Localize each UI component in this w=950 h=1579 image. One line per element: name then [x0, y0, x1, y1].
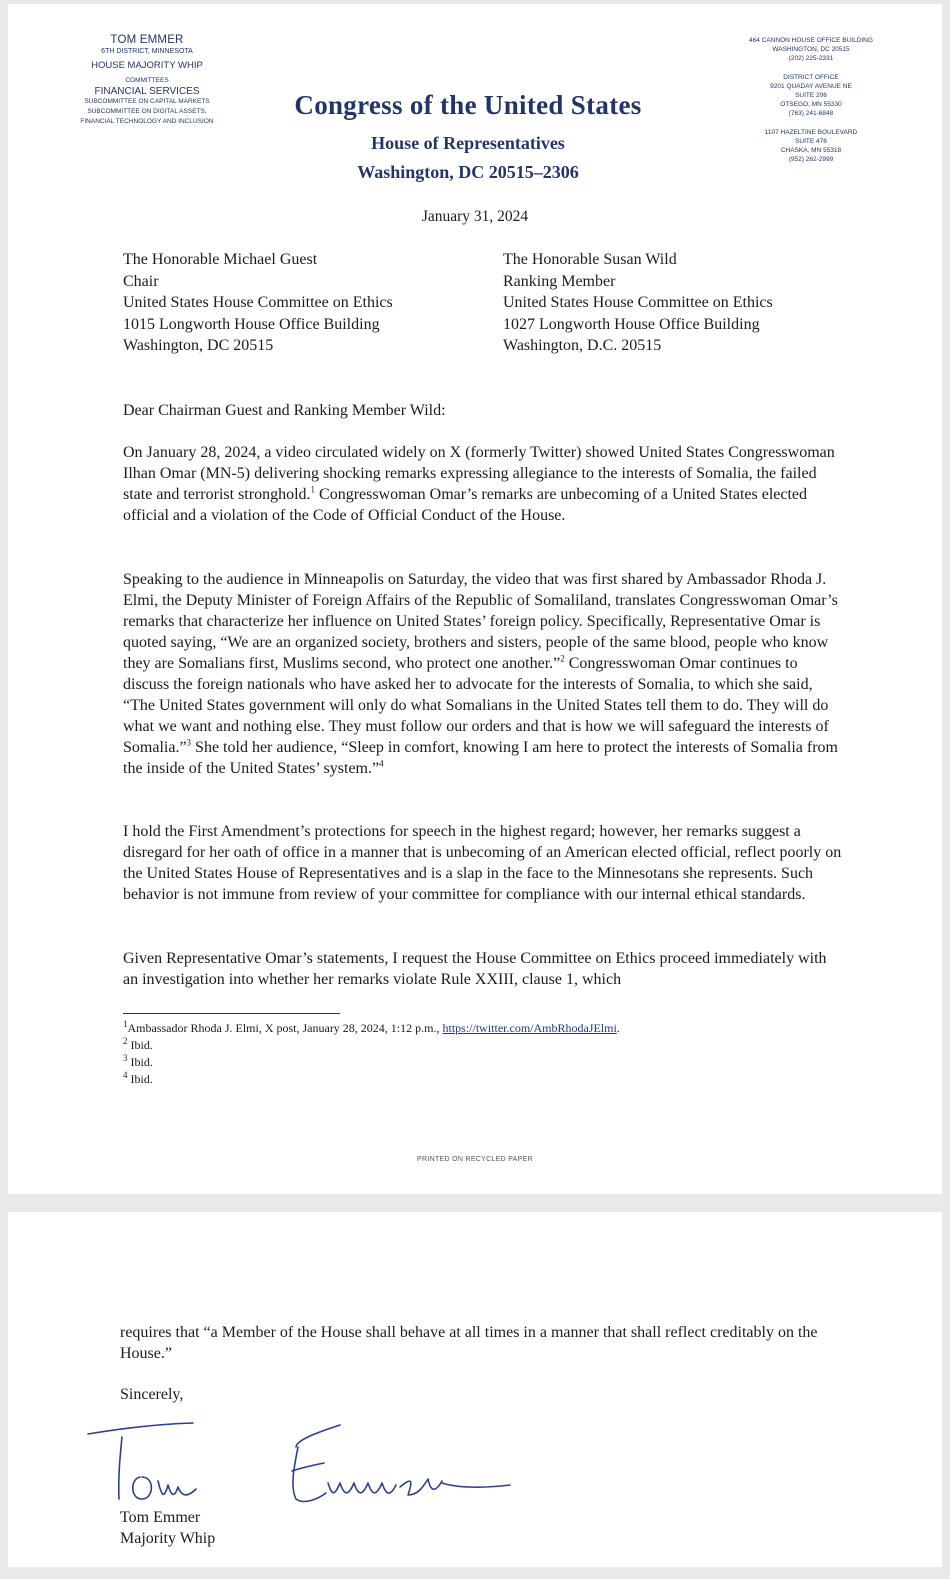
footnote-number: 2 [123, 1036, 128, 1046]
footnote-text: Ibid. [130, 1038, 153, 1052]
recipient-left-line: Washington, DC 20515 [123, 337, 274, 354]
paragraph-4-text: Given Representative Omar’s statements, I request the House Committee on Ethics proceed immediately with an investigation into whether her remarks violate Rule XXIII, clause 1, which [123, 950, 827, 988]
footnote-ref: 1 [310, 484, 316, 495]
recipient-right-line: United States House Committee on Ethics [503, 294, 773, 311]
recycled-paper-notice: PRINTED ON RECYCLED PAPER [417, 1156, 533, 1163]
paragraph-2-text: She told her audience, “Sleep in comfort, knowing I am here to protect the interests of Somalia from the inside of the United States’ system.” [123, 739, 838, 777]
paragraph-1-text: On January 28, 2024, a video circulated widely on X (formerly Twitter) showed United States Congresswoman Ilhan Omar (MN-5) delivering shocking remarks expressing allegiance to the interests of Somalia, the failed state and terrorist stronghold. [123, 444, 835, 503]
recipient-right-line: Ranking Member [503, 272, 616, 290]
paragraph-1-text: Congresswoman Omar’s remarks are unbecoming of a United States elected official and a violation of the Code of Official Conduct of the House. [123, 486, 808, 524]
footnote-ref: 4 [379, 758, 384, 769]
closing: Sincerely, [120, 1386, 184, 1403]
footnote-ref: 3 [186, 737, 192, 748]
recipient-left-line: 1015 Longworth House Office Building [123, 315, 380, 333]
paragraph-2 [123, 569, 843, 779]
footnote-number: 4 [123, 1070, 128, 1080]
footnote-3 [123, 1054, 620, 1071]
letter-date: January 31, 2024 [421, 208, 529, 225]
footnote-number: 3 [123, 1053, 128, 1063]
signatory-title: Majority Whip [120, 1530, 216, 1547]
recipient-right-line: 1027 Longworth House Office Building [503, 315, 760, 333]
subcommittee-2-line2: FINANCIAL TECHNOLOGY AND INCLUSION [80, 118, 214, 125]
paragraph-5: requires that “a Member of the House shall behave at all times in a manner that shall reflect creditably on the House.” [120, 1324, 818, 1362]
district-office-phone: (763) 241-6848 [788, 110, 834, 117]
letter-page-1 [8, 4, 942, 1194]
footnote-2 [123, 1037, 620, 1054]
dc-office-phone: (202) 225-2331 [788, 55, 834, 62]
recipient-left-line: Chair [123, 272, 159, 290]
subcommittee-1: SUBCOMMITTEE ON CAPITAL MARKETS [84, 98, 210, 105]
footnote-text: Ambassador Rhoda J. Elmi, X post, January 28, 2024, 1:12 p.m., [127, 1021, 443, 1035]
footnote-number: 1 [123, 1019, 128, 1029]
handwritten-signature [78, 1407, 538, 1517]
district-office-line2: SUITE 206 [795, 92, 827, 99]
dc-office-line1: 464 CANNON HOUSE OFFICE BUILDING [749, 37, 873, 44]
committees-label: COMMITTEES [125, 77, 169, 84]
footnotes [123, 1020, 620, 1088]
footnote-text: Ibid. [130, 1055, 153, 1069]
committee-name: FINANCIAL SERVICES [94, 86, 200, 97]
district-office-line1: 9201 QUADAY AVENUE NE [770, 83, 852, 90]
footnote-1 [123, 1020, 620, 1037]
letterhead-washington: Washington, DC 20515–2306 [357, 162, 579, 182]
member-district: 6TH DISTRICT, MINNESOTA [101, 48, 193, 55]
paragraph-1 [123, 442, 843, 526]
paragraph-2-text: Speaking to the audience in Minneapolis on Saturday, the video that was first shared by Ambassador Rhoda J. Elmi, the Deputy Minister of Foreign Affairs of the Republic of Somaliland, translates Congresswoman Omar’s remarks that characterize her influence on United States’ foreign policy. Specifically, Representative Omar is quoted saying, “We are an organized society, brothers and sisters, people of the same blood, people who know they are Somalians first, Muslims second, who protect one another.” [123, 571, 838, 672]
letterhead-right [736, 36, 886, 164]
office2-line1: 1107 HAZELTINE BOULEVARD [764, 129, 858, 136]
dc-office-line2: WASHINGTON, DC 20515 [772, 46, 850, 53]
footnote-link[interactable]: https://twitter.com/AmbRhodaJElmi [442, 1021, 617, 1035]
letter-page-2 [8, 1212, 942, 1567]
district-office-line3: OTSEGO, MN 55330 [780, 101, 842, 108]
subcommittee-2-line1: SUBCOMMITTEE ON DIGITAL ASSETS, [87, 108, 207, 115]
office2-line3: CHASKA, MN 55318 [780, 147, 842, 154]
office2-line2: SUITE 476 [795, 138, 827, 145]
recipient-left [123, 249, 393, 357]
recipient-left-line: The Honorable Michael Guest [123, 251, 318, 268]
paragraph-2-text: Congresswoman Omar continues to discuss the foreign nationals who have asked her to advocate for the interests of Somalia, to which she said, “The United States government will only do what Somalians in the United States tell them to do. They will do what we want and nothing else. They must follow our orders and that is how we will safeguard the interests of Somalia.” [123, 655, 829, 756]
paragraph-3 [123, 821, 843, 905]
paragraph-3-text: I hold the First Amendment’s protections for speech in the highest regard; however, her remarks suggest a disregard for her oath of office in a manner that is unbecoming of an American elected official, reflect poorly on the United States House of Representatives and is a slap in the face to the Minnesotans she represents. Such behavior is not immune from review of your committee for compliance with our internal ethical standards. [123, 823, 842, 903]
recipient-right-line: The Honorable Susan Wild [503, 251, 677, 268]
footnote-text: Ibid. [130, 1072, 153, 1086]
office2-phone: (952) 262-2999 [788, 156, 834, 163]
footnote-text: . [616, 1021, 620, 1035]
footnote-divider [123, 1013, 340, 1014]
footnote-4 [123, 1071, 620, 1088]
member-title: HOUSE MAJORITY WHIP [91, 60, 203, 71]
district-office-label: DISTRICT OFFICE [783, 74, 839, 81]
recipient-right [503, 249, 773, 357]
salutation: Dear Chairman Guest and Ranking Member Wild: [123, 402, 446, 419]
recipient-right-line: Washington, D.C. 20515 [503, 337, 662, 354]
footnote-ref: 2 [560, 653, 565, 664]
paragraph-4 [123, 948, 843, 990]
signatory-name: Tom Emmer [120, 1509, 201, 1526]
letterhead-left [52, 34, 242, 127]
member-name: TOM EMMER [110, 34, 184, 46]
recipient-left-line: United States House Committee on Ethics [123, 294, 393, 311]
letterhead-house: House of Representatives [371, 133, 565, 153]
letterhead-congress: Congress of the United States [294, 90, 642, 120]
